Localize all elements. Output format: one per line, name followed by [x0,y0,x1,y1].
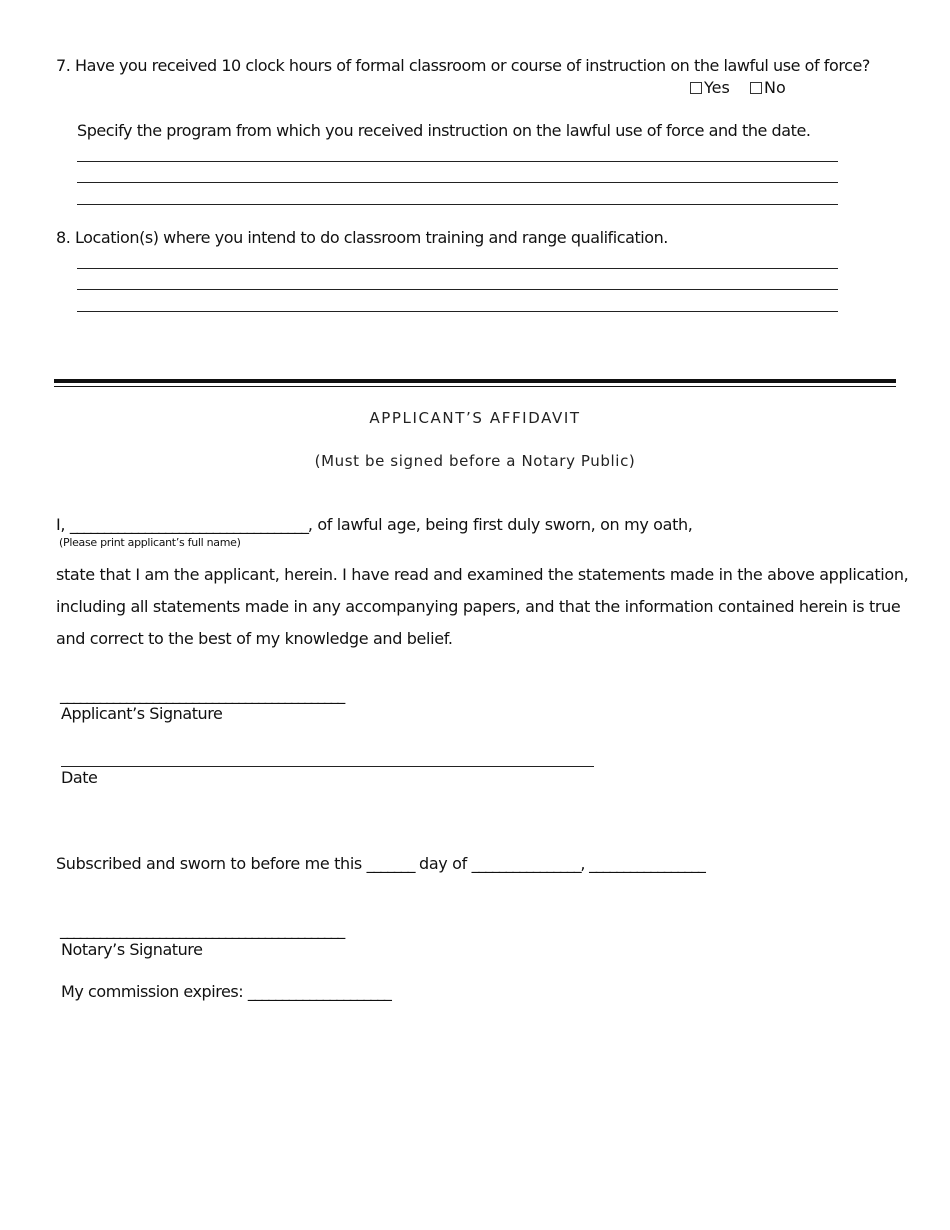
sworn-line [56,854,705,873]
question-7-answer-line-2[interactable] [77,182,838,183]
year-blank[interactable]: _________________ [589,854,705,873]
question-8-text: 8. Location(s) where you intend to do classroom training and range qualification. [56,228,668,247]
no-checkbox[interactable] [750,82,762,94]
day-of-label: day of [419,854,467,873]
yes-checkbox[interactable] [690,82,702,94]
section-divider-thin [54,386,896,387]
applicant-name-hint: (Please print applicant’s full name) [59,536,241,549]
affidavit-title: APPLICANT’S AFFIDAVIT [369,409,581,427]
question-7-specify-text: Specify the program from which you received instruction on the lawful use of force and the date. [77,121,811,140]
question-7-no-option[interactable] [750,78,786,97]
notary-signature-label: Notary’s Signature [61,940,203,959]
statement-line-1: state that I am the applicant, herein. I have read and examined the statements made in the above application, [56,565,909,584]
commission-line [61,982,391,1001]
oath-suffix: , of lawful age, being first duly sworn, on my oath, [307,515,693,534]
no-label: No [764,78,786,97]
question-7-text: 7. Have you received 10 clock hours of formal classroom or course of instruction on the lawful use of force? [56,56,870,75]
question-8-answer-line-2[interactable] [77,289,838,290]
question-7-yes-option[interactable] [690,78,730,97]
commission-label: My commission expires: [61,982,244,1001]
question-8-answer-line-3[interactable] [77,311,838,312]
statement-line-2: including all statements made in any accompanying papers, and that the information contained herein is true [56,597,901,616]
date-line[interactable] [61,766,594,767]
question-7-answer-line-1[interactable] [77,161,838,162]
oath-line [56,515,693,534]
month-blank[interactable]: ________________, [471,854,585,873]
applicant-signature-label: Applicant’s Signature [61,704,223,723]
sworn-prefix: Subscribed and sworn to before me this [56,854,362,873]
statement-line-3: and correct to the best of my knowledge and belief. [56,629,453,648]
notary-signature-blank[interactable]: ___________________________________________ [60,920,344,939]
question-7-answer-line-3[interactable] [77,204,838,205]
oath-prefix: I, [56,515,66,534]
yes-label: Yes [704,78,730,97]
day-blank[interactable]: _______ [366,854,415,873]
date-label: Date [61,768,98,787]
question-8-answer-line-1[interactable] [77,268,838,269]
applicant-name-blank[interactable]: ___________________________________ [69,515,308,534]
applicant-signature-blank[interactable]: ___________________________________________ [60,685,344,704]
section-divider-thick [54,379,896,383]
commission-blank[interactable]: _____________________ [247,982,391,1001]
affidavit-subtitle: (Must be signed before a Notary Public) [314,452,636,470]
